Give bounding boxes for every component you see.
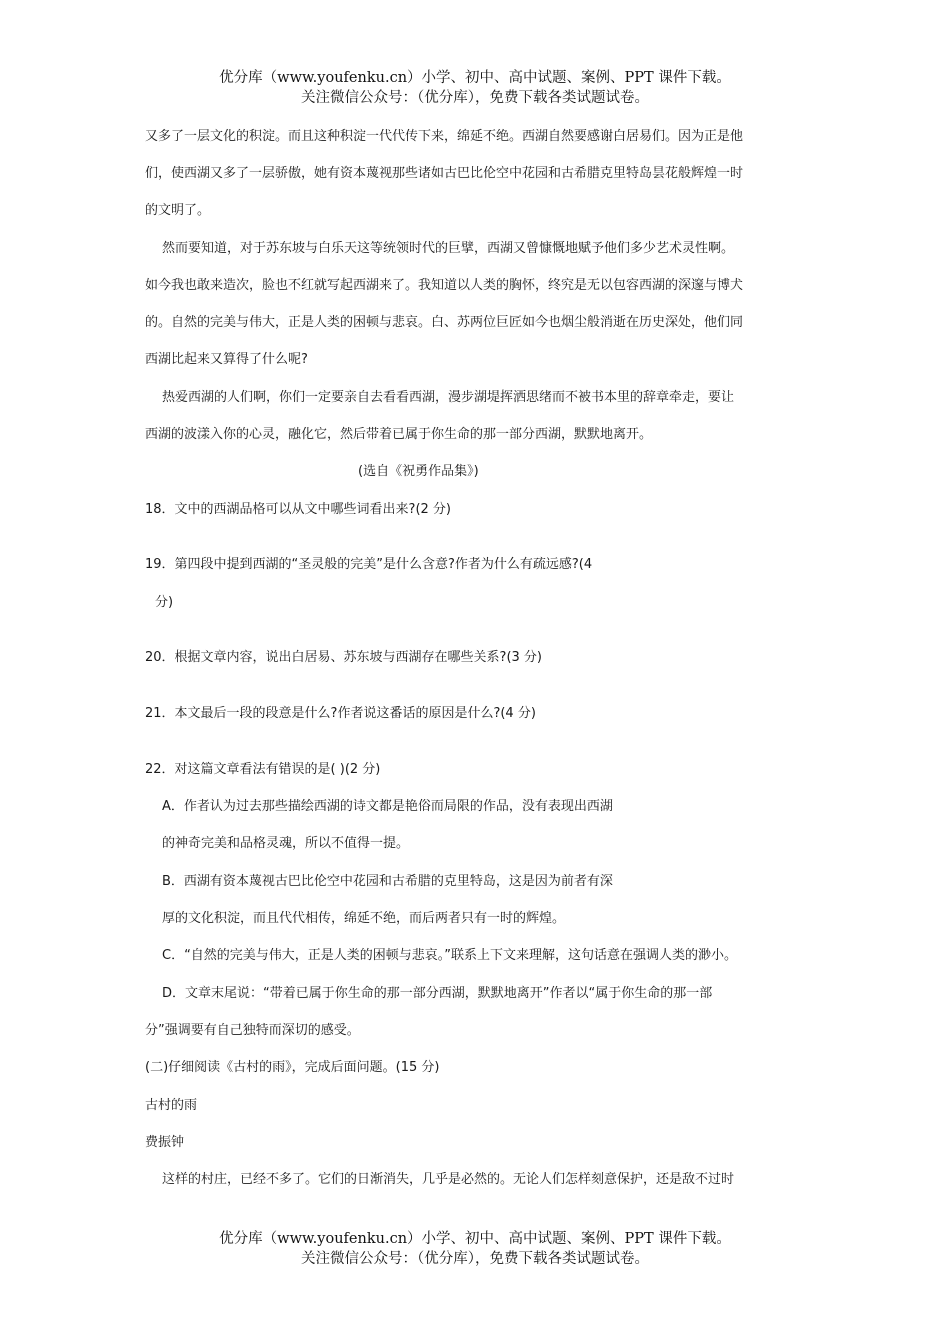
option-d-continued: 分”强调要有自己独特而深切的感受。 [145, 1023, 360, 1038]
paragraph-line: 西湖的波漾入你的心灵，融化它，然后带着已属于你生命的那一部分西湖，默默地离开。 [145, 427, 653, 442]
header-line-1: 优分库（www.youfenku.cn）小学、初中、高中试题、案例、PPT 课件下载。 [219, 70, 731, 86]
paragraph-line: 然而要知道，对于苏东坡与白乐天这等统领时代的巨擘，西湖又曾慷慨地赋予他们多少艺术灵性啊。 [162, 241, 735, 256]
paragraph-line: 西湖比起来又算得了什么呢? [145, 352, 308, 367]
question-18: 18．文中的西湖品格可以从文中哪些词看出来?(2 分) [145, 502, 451, 517]
paragraph-line: 们，使西湖又多了一层骄傲，她有资本蔑视那些诸如古巴比伦空中花园和古希腊克里特岛昙花般辉煌一时 [145, 166, 744, 181]
question-19-continued: 分) [155, 595, 174, 610]
article-title: 古村的雨 [145, 1098, 198, 1113]
footer-line-2: 关注微信公众号：（优分库），免费下载各类试题试卷。 [301, 1251, 649, 1267]
source-citation: (选自《祝勇作品集》) [358, 464, 479, 479]
option-b: B．西湖有资本蔑视古巴比伦空中花园和古希腊的克里特岛，这是因为前者有深 [162, 874, 613, 889]
question-22: 22．对这篇文章看法有错误的是( )(2 分) [145, 762, 381, 777]
header-line-2: 关注微信公众号：（优分库），免费下载各类试题试卷。 [301, 90, 649, 106]
question-19: 19．第四段中提到西湖的“圣灵般的完美”是什么含意?作者为什么有疏远感?(4 [145, 557, 593, 572]
paragraph-line: 如今我也敢来造次，脸也不红就写起西湖来了。我知道以人类的胸怀，终究是无以包容西湖的深邃与博犬 [145, 278, 744, 293]
question-21: 21．本文最后一段的段意是什么?作者说这番话的原因是什么?(4 分) [145, 706, 536, 721]
page-footer [0, 1229, 950, 1269]
article-first-line: 这样的村庄，已经不多了。它们的日渐消失，几乎是必然的。无论人们怎样刻意保护，还是敌不过时 [162, 1172, 735, 1187]
question-20: 20．根据文章内容，说出白居易、苏东坡与西湖存在哪些关系?(3 分) [145, 650, 542, 665]
option-c: C．“自然的完美与伟大，正是人类的困顿与悲哀。”联系上下文来理解，这句话意在强调人类的渺小。 [162, 948, 738, 963]
paragraph-line: 热爱西湖的人们啊，你们一定要亲自去看看西湖，漫步湖堤挥洒思绪而不被书本里的辞章牵走，要让 [162, 390, 735, 405]
option-d: D．文章末尾说：“带着已属于你生命的那一部分西湖，默默地离开”作者以“属于你生命的那一部 [162, 986, 713, 1001]
paragraph-line: 又多了一层文化的积淀。而且这种积淀一代代传下来，绵延不绝。西湖自然要感谢白居易们。因为正是他 [145, 129, 744, 144]
option-a-continued: 的神奇完美和品格灵魂，所以不值得一提。 [162, 836, 410, 851]
section-2-intro: (二)仔细阅读《古村的雨》，完成后面问题。(15 分) [145, 1060, 440, 1075]
page-header [0, 68, 950, 108]
option-a: A．作者认为过去那些描绘西湖的诗文都是艳俗而局限的作品，没有表现出西湖 [162, 799, 613, 814]
footer-line-1: 优分库（www.youfenku.cn）小学、初中、高中试题、案例、PPT 课件下载。 [219, 1231, 731, 1247]
option-b-continued: 厚的文化积淀，而且代代相传，绵延不绝，而后两者只有一时的辉煌。 [162, 911, 566, 926]
paragraph-line: 的。自然的完美与伟大，正是人类的困顿与悲哀。白、苏两位巨匠如今也烟尘般消逝在历史深处，他们同 [145, 315, 744, 330]
article-author: 费振钟 [145, 1135, 185, 1150]
paragraph-line: 的文明了。 [145, 203, 211, 218]
